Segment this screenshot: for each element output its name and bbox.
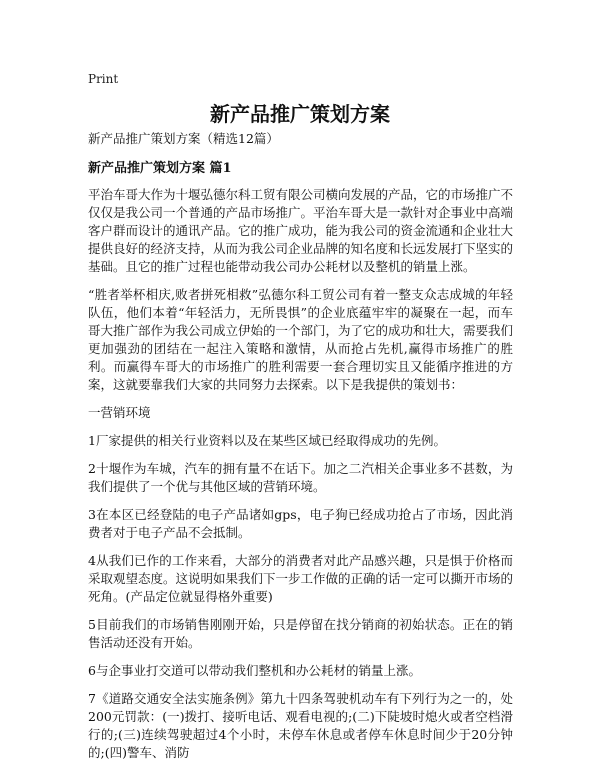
paragraph-heading-marketing-environment: 一营销环境	[88, 405, 151, 420]
paragraph-team: “胜者举杯相庆,败者拼死相救”弘德尔科工贸公司有着一整支众志成城的年轻队伍，他们本着“年轻活力，无所畏惧”的企业底蕴牢牢的凝聚在一起，而车哥大推广部作为我公司成立伊始的一个部门，为了它的成功和壮大，需要我们更加强劲的团结在一起注入策略和激情，从而抢占先机,赢得市场推广的胜利。而赢得车哥大的市场推广的胜利需要一套合理切实且又能循序推进的方案，这就要靠我们大家的共同努力去探索。以下是我提供的策划书：	[88, 287, 514, 392]
paragraph-point-2: 2十堰作为车城，汽车的拥有量不在话下。加之二汽相关企事业多不甚数，为我们提供了一个优与其他区域的营销环境。	[88, 461, 513, 494]
document-title: 新产品推广策划方案	[210, 102, 390, 126]
paragraph-point-3: 3在本区已经登陆的电子产品诸如gps，电子狗已经成功抢占了市场，因此消费者对于电子产品不会抵制。	[88, 507, 513, 540]
paragraph-intro: 平治车哥大作为十堰弘德尔科工贸有限公司横向发展的产品，它的市场推广不仅仅是我公司一个普通的产品市场推广。平治车哥大是一款针对企事业中高端客户群而设计的通讯产品。它的推广成功，能为我公司的资金流通和企业壮大提供良好的经济支持，从而为我公司企业品牌的知名度和长远发展打下坚实的基础。且它的推广过程也能带动我公司办公耗材以及整机的销量上涨。	[88, 187, 514, 274]
print-link[interactable]: Print	[88, 72, 119, 86]
paragraph-point-5: 5目前我们的市场销售刚刚开始，只是停留在找分销商的初始状态。正在的销售活动还没有开始。	[88, 617, 513, 650]
paragraph-point-6: 6与企事业打交道可以带动我们整机和办公耗材的销量上涨。	[88, 663, 421, 678]
paragraph-point-7: 7《道路交通安全法实施条例》第九十四条驾驶机动车有下列行为之一的，处200元罚款：(一)拨打、接听电话、观看电视的;(二)下陡坡时熄火或者空档滑行的;(三)连续驾驶超过4个小时，未停车休息或者停车休息时间少于20分钟的;(四)警车、消防	[88, 691, 513, 760]
section-heading: 新产品推广策划方案 篇1	[88, 161, 232, 176]
paragraph-point-1: 1厂家提供的相关行业资料以及在某些区域已经取得成功的先例。	[88, 433, 446, 448]
document-subtitle: 新产品推广策划方案（精选12篇）	[88, 131, 279, 146]
paragraph-point-4: 4从我们已作的工作来看，大部分的消费者对此产品感兴趣，只是惧于价格而采取观望态度。这说明如果我们下一步工作做的正确的话一定可以撕开市场的死角。(产品定位就显得格外重要)	[88, 553, 514, 604]
document-body	[88, 130, 513, 772]
